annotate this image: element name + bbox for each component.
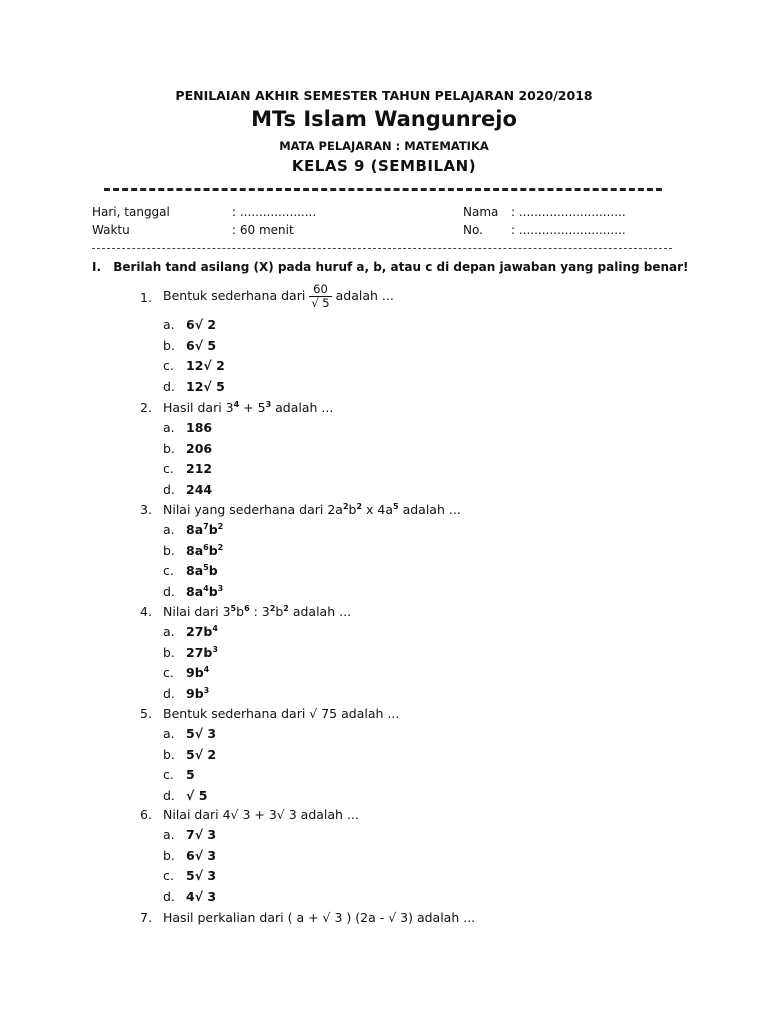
question-number: 3. <box>140 502 152 517</box>
question-text: Nilai dari 4√ 3 + 3√ 3 adalah ... <box>163 807 359 822</box>
option-value: 7√ 3 <box>186 827 217 842</box>
option-letter: b. <box>163 746 175 762</box>
question-number: 1. <box>140 290 152 305</box>
option-letter: b. <box>163 440 175 456</box>
option-letter: b. <box>163 644 175 660</box>
option-value: $8a^6b^2$ <box>186 542 224 558</box>
option-value: 5 <box>186 767 195 782</box>
option-letter: d. <box>163 787 175 803</box>
option-value: 206 <box>186 440 213 456</box>
option-value: 4√ 3 <box>186 888 217 904</box>
option-letter: c. <box>163 461 174 476</box>
option-value: 12√ 5 <box>186 378 225 394</box>
exam-title: PENILAIAN AKHIR SEMESTER TAHUN PELAJARAN 2020/2018 <box>175 88 593 103</box>
option-value: $9b^4$ <box>186 664 210 680</box>
question-number: 5. <box>140 706 152 721</box>
question-text <box>163 283 394 310</box>
option-value: 5√ 2 <box>186 746 217 762</box>
option-letter: d. <box>163 378 175 394</box>
option-letter: d. <box>163 888 175 904</box>
option-letter: a. <box>163 624 175 639</box>
question-number: 4. <box>140 604 152 619</box>
section-instruction <box>92 260 689 274</box>
name-label: Nama <box>463 205 499 219</box>
option-letter: b. <box>163 542 175 558</box>
option-letter: c. <box>163 563 174 578</box>
option-letter: d. <box>163 481 175 497</box>
fraction-numerator: 60 <box>309 283 331 297</box>
option-value: 12√ 2 <box>186 358 225 373</box>
fraction-denominator: √ 5 <box>311 296 330 311</box>
option-value: $9b^3$ <box>186 685 210 701</box>
option-value: 5√ 3 <box>186 868 217 883</box>
option-letter: a. <box>163 317 175 332</box>
option-value: √ 5 <box>186 787 208 803</box>
no-label: No. <box>463 223 483 237</box>
option-value: $8a^4b^3$ <box>186 583 224 599</box>
question-text: Hasil dari $3^4 + 5^3$ adalah ... <box>163 399 334 415</box>
time-value: : 60 menit <box>232 223 294 237</box>
option-letter: c. <box>163 358 174 373</box>
question-text: Nilai dari $3^5b^6$ : $3^2b^2$ adalah ... <box>163 603 352 619</box>
option-letter: a. <box>163 522 175 537</box>
instruction-text: Berilah tand asilang (X) pada huruf a, b, atau c di depan jawaban yang paling benar! <box>113 260 689 274</box>
section-number: I. <box>92 260 102 274</box>
question-number: 2. <box>140 400 152 415</box>
question-text-suffix: adalah ... <box>335 288 394 304</box>
option-value: 212 <box>186 461 213 476</box>
option-value: 186 <box>186 420 213 435</box>
date-value: : .................... <box>232 205 317 219</box>
info-divider <box>92 248 672 249</box>
date-label: Hari, tanggal <box>92 205 170 219</box>
class-line: KELAS 9 (SEMBILAN) <box>291 157 477 175</box>
question-text: Hasil perkalian dari ( a + √ 3 ) (2a - √ 3) adalah ... <box>163 910 476 925</box>
option-letter: b. <box>163 337 175 353</box>
option-value: 244 <box>186 481 213 497</box>
question-text: Bentuk sederhana dari √ 75 adalah ... <box>163 706 400 721</box>
question-number: 7. <box>140 910 152 925</box>
option-letter: b. <box>163 847 175 863</box>
option-value: $27b^3$ <box>186 644 218 660</box>
header-divider <box>104 188 662 191</box>
option-letter: d. <box>163 685 175 701</box>
option-letter: a. <box>163 827 175 842</box>
option-value: 6√ 5 <box>186 337 217 353</box>
option-value: $27b^4$ <box>186 623 218 639</box>
school-name: MTs Islam Wangunrejo <box>251 107 517 131</box>
name-value: : ............................ <box>511 205 626 219</box>
option-value: 5√ 3 <box>186 726 217 741</box>
option-letter: c. <box>163 665 174 680</box>
option-letter: a. <box>163 726 175 741</box>
option-value: 6√ 3 <box>186 847 217 863</box>
option-letter: a. <box>163 420 175 435</box>
question-text: Nilai yang sederhana dari $2a^2b^2$ x $4a^5$ adalah ... <box>163 501 461 517</box>
option-value: $8a^5b$ <box>186 562 218 578</box>
no-value: : ............................ <box>511 223 626 237</box>
option-letter: d. <box>163 583 175 599</box>
fraction <box>309 283 331 310</box>
time-label: Waktu <box>92 223 130 237</box>
question-text-prefix: Bentuk sederhana dari <box>163 288 306 304</box>
option-value: $8a^7b^2$ <box>186 521 224 537</box>
option-value: 6√ 2 <box>186 317 217 332</box>
option-letter: c. <box>163 868 174 883</box>
question-number: 6. <box>140 807 152 822</box>
subject-line: MATA PELAJARAN : MATEMATIKA <box>279 139 489 153</box>
option-letter: c. <box>163 767 174 782</box>
